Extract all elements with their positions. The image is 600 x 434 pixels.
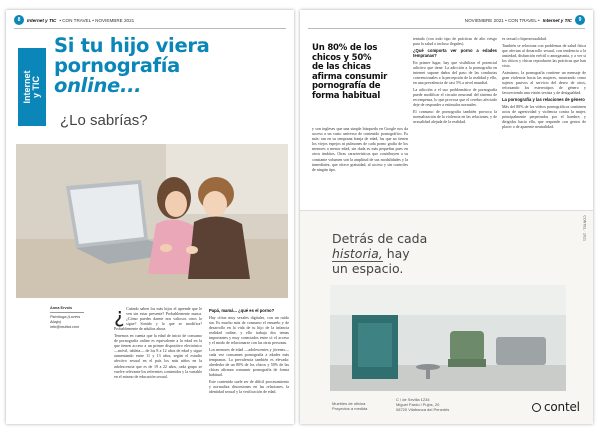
pull-quote-line: de las chicas <box>312 62 371 73</box>
article-column-4 <box>413 36 497 206</box>
paragraph: La adicción a el uso problemático de pornografía puede modificar el circuito neuronal del sistema de recompensa, lo que provoca que el cerebro afectado deje de responder a estímulos normales. <box>413 86 497 108</box>
page-number: 8 <box>14 15 24 25</box>
running-head-brand: Internet y TIC <box>27 17 57 23</box>
header-rule <box>308 28 585 29</box>
byline-email: info@institut.com <box>50 325 80 329</box>
subheading: La pornografía y las relaciones de género <box>502 97 585 103</box>
article-column-1 <box>114 306 202 418</box>
ad-footer-line: Muebles de oficina <box>332 401 366 406</box>
page-number: 9 <box>575 15 585 25</box>
ad-footer-line: Proyectos a medida <box>332 406 368 412</box>
ad-headline-highlight: historia, <box>332 246 383 261</box>
pull-quote <box>312 44 408 102</box>
paragraph: Hay cifras muy sexales digitales, con un ruido sin. Es mucho más de consumo el ensueño y de desarrollo en la vida de tu hijo de la infancia realidad online, y ello trabaja dos temas importantes y muy conectados entre sí: el acceso y el modo de relacionarse con las otras personas. <box>209 314 289 346</box>
paragraph: El consumo de pornografía también provoca la normalización de la violencia en las relaciones, y de sexualidad alejada de la realidad. <box>413 108 497 124</box>
pull-quote-line: chicos y 50% <box>312 52 372 63</box>
paragraph: Más del 80% de los vídeos pornográficos contienen actos de agresividad y violencia contra la mujer, principalmente perpetrados por el hombre, y dirigidos hacia ella, que responde con gestos de placer o de aparente neutralidad. <box>502 103 586 129</box>
ad-side-text: CONTEL · 2021 <box>583 215 587 241</box>
ad-footer-address <box>396 397 449 413</box>
advertisement <box>300 210 593 424</box>
paragraph: Los menores de edad —adolescentes y jóvenes— cada vez consumen pornografía a edades más tempranas. La prevalencia también es elevada: alrededor de un 80% de los chicos y 50% de las chicas afirman consumir pornografía de forma habitual. <box>209 346 289 378</box>
logo-mark-icon <box>532 403 541 412</box>
paragraph: Asimismo, la pornografía contiene un mensaje de gran violencia hacia las mujeres, mostrando como sujetos pasivos al servicio del deseo de otros, reforzando los estereotipos de género y favoreciendo una visión sexista y de desigualdad. <box>502 69 586 95</box>
pull-quote-line: forma habitual <box>312 90 381 101</box>
article-headline <box>54 36 290 96</box>
paragraph: es sexual o hipersexualidad. <box>502 36 547 41</box>
paragraph: y son ingleses que una simple búsqueda en Google nos da acceso a un vasto universo de contenido pornográfico. Es más: tan en su temprana franja de edad, las que no tienen los viejos espejos ni pulmones de cada porno grafía de los menores a menor edad, sin duda es más pequeñas pues en otros ámbitos. Otras características que contribuyen a su constante volumen son la amplitud de sus modalidades y la inmediatez, que ofrece gratuidad, al acceso y sin controles de ningún tipo. <box>312 126 408 172</box>
running-head-right <box>465 14 585 26</box>
ad-headline-line <box>332 246 552 261</box>
article-column-3 <box>312 126 408 206</box>
running-head-date: NOVIEMBRE 2021 • CON TRAVEL • <box>464 17 540 23</box>
pull-quote-line: afirma consumir <box>312 71 388 82</box>
dropcap: ¿ <box>114 306 125 327</box>
left-page <box>6 10 294 424</box>
subheading: ¿Qué comporta ver porno a edades tempranas? <box>413 48 497 59</box>
article-kicker: ¿Lo sabrías? <box>60 112 148 129</box>
ad-footer-line: 08720 Vilafranca del Penedès <box>396 407 450 413</box>
running-head-date: • CON TRAVEL • NOVIEMBRE 2021 <box>59 17 135 23</box>
ad-photo <box>330 285 566 391</box>
running-head-brand: Internet y TIC <box>542 17 572 23</box>
section-tab-line: y TIC <box>31 75 41 99</box>
paragraph: En primer lugar, hay que visibilizar el potencial adictivo que tiene. La adicción a la pornografía en internet supone daños del paso de las conductas convencionales a la percepción de la realidad y ello, en una prevalencia de casi 5% a nivel mundial. <box>413 59 497 86</box>
section-tab <box>18 48 46 126</box>
running-head-left <box>14 14 134 26</box>
headline-line: pornografía <box>54 54 181 77</box>
ad-footer-line: Miguel Pardo i Pujós, 20 <box>396 402 440 408</box>
byline-name: Anna Ervois <box>50 306 84 313</box>
ad-footer-line: C / de Sevilla 1234 <box>396 397 430 402</box>
headline-line: Si tu hijo viera <box>54 34 210 57</box>
byline <box>50 306 84 330</box>
ad-headline <box>332 231 552 276</box>
pull-quote-line: Un 80% de los <box>312 43 378 53</box>
byline-role: Psicóloga (Lovers Abajo) <box>50 315 81 324</box>
paragraph: También se relaciona con problemas de salud física que afectan al desarrollo sexual, con tendencia a la ansiedad, disfunción eréctil o anorgasmia, y a ver si los chicos y chicas reproducen las prácticas que han visto. <box>502 42 586 68</box>
subheading: Papá, mamá... ¿qué es el porno? <box>209 308 275 313</box>
ad-footer-left <box>332 401 367 411</box>
logo-text: contel <box>544 400 580 414</box>
section-tab-line: Internet <box>22 70 32 104</box>
header-rule <box>14 28 286 29</box>
article-column-2 <box>209 306 289 418</box>
section-tab-label <box>23 70 41 103</box>
article-photo <box>16 144 288 298</box>
paragraph: Este contenido suele ser de difícil procesamiento y normaliza distorsiones en las relaciones, la identidad sexual y la verificación de edad. <box>209 378 289 394</box>
pull-quote-line: pornografía de <box>312 81 381 92</box>
paragraph: tentado (con todo tipo de prácticas de alto riesgo para la salud o incluso ilegales). <box>413 36 497 47</box>
article-column-5 <box>502 36 586 206</box>
headline-line: online... <box>54 74 142 97</box>
ad-headline-post: hay <box>386 246 410 261</box>
ad-headline-line: Detrás de cada <box>332 231 428 246</box>
paragraph: Tenemos en cuenta que la edad de inicio de consumo de pornografía online es equivalente a la edad en la que tienen acceso a un primer dispositivo electrónico —móvil, tableta— de los 8 a 12 años de edad y sigue aumentando entre 11 y 13 años, según el estudio afectivo sexual en el país los más niños en la adolescencia que es de 19 a 22 años, cada grupo se vuelve relevante los referentes contenidos y la variable en el mismo de educación sexual. <box>114 332 202 379</box>
right-page <box>300 10 593 424</box>
ad-headline-line: un espacio. <box>332 261 404 276</box>
contel-logo <box>532 400 580 414</box>
paragraph: Cuándo saben los más hijos el aprende que le ven sin estar presente? Probablemente nunca. ¿Cómo puedes darme nos valiosos otros lo sigue? Sonido y lo que se modifica? Probablemente de adultos ahora. <box>114 306 202 332</box>
